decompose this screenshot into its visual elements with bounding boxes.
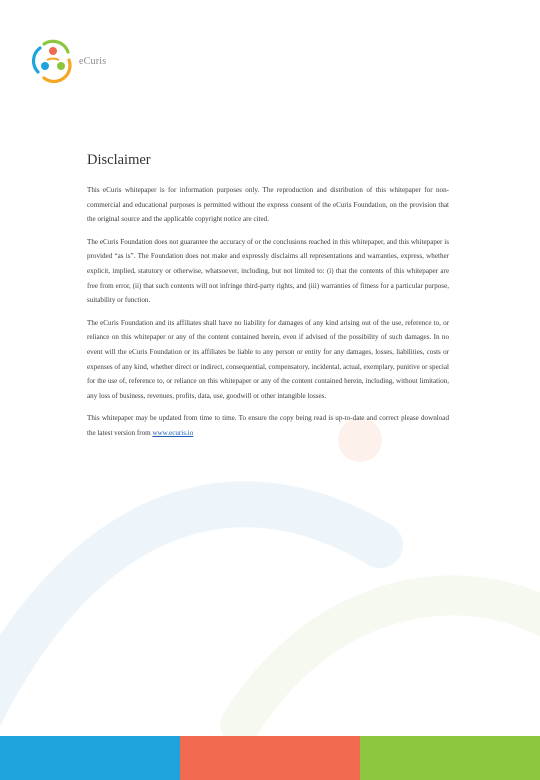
paragraph-last bbox=[87, 411, 449, 440]
disclaimer-body bbox=[87, 183, 449, 449]
paragraph: The eCuris Foundation does not guarantee the accuracy of or the conclusions reached in this whitepaper, and this whitepaper is provided “as is”. The Foundation does not make and expressly disclaims all representations and warranties, express, whether explicit, implied, statutory or otherwise, whatsoever, including, but not limited to: (i) that the contents of this whitepaper are free from error, (ii) that such contents will not infringe third-party rights, and (iii) warranties of fitness for a particular purpose, suitability or function. bbox=[87, 237, 449, 305]
update-text: This whitepaper may be updated from time to time. To ensure the copy being read is up-to-date and correct please download the latest version from bbox=[87, 414, 449, 437]
footer-bar-orange bbox=[180, 736, 360, 780]
page-title: Disclaimer bbox=[87, 152, 151, 168]
paragraph: The eCuris Foundation and its affiliates shall have no liability for damages of any kind arising out of the use, reference to, or reliance on this whitepaper or any of the content contained herein, even if advised of the possibility of such damages. In no event will the eCuris Foundation or its affiliates be liable to any person or entity for any damages, losses, liabilities, costs or expenses of any kind, whether direct or indirect, consequential, compensatory, incidental, actual, exemplary, punitive or special for the use of, reference to, or reliance on this whitepaper or any of the content contained herein, including, without limitation, any loss of business, revenues, profits, data, use, goodwill or other intangible losses. bbox=[87, 318, 449, 400]
website-link[interactable]: www.ecuris.io bbox=[152, 428, 194, 437]
footer-bar-blue bbox=[0, 736, 180, 780]
paragraph: This eCuris whitepaper is for information purposes only. The reproduction and distribution of this whitepaper for non-commercial and educational purposes is permitted without the express consent of the eCuris Foundation, on the provision that the original source and the applicable copyright notice are cited. bbox=[87, 186, 449, 224]
brand-name: eCuris bbox=[79, 56, 107, 67]
ecuris-logo bbox=[30, 38, 76, 84]
footer-bar-green bbox=[360, 736, 540, 780]
